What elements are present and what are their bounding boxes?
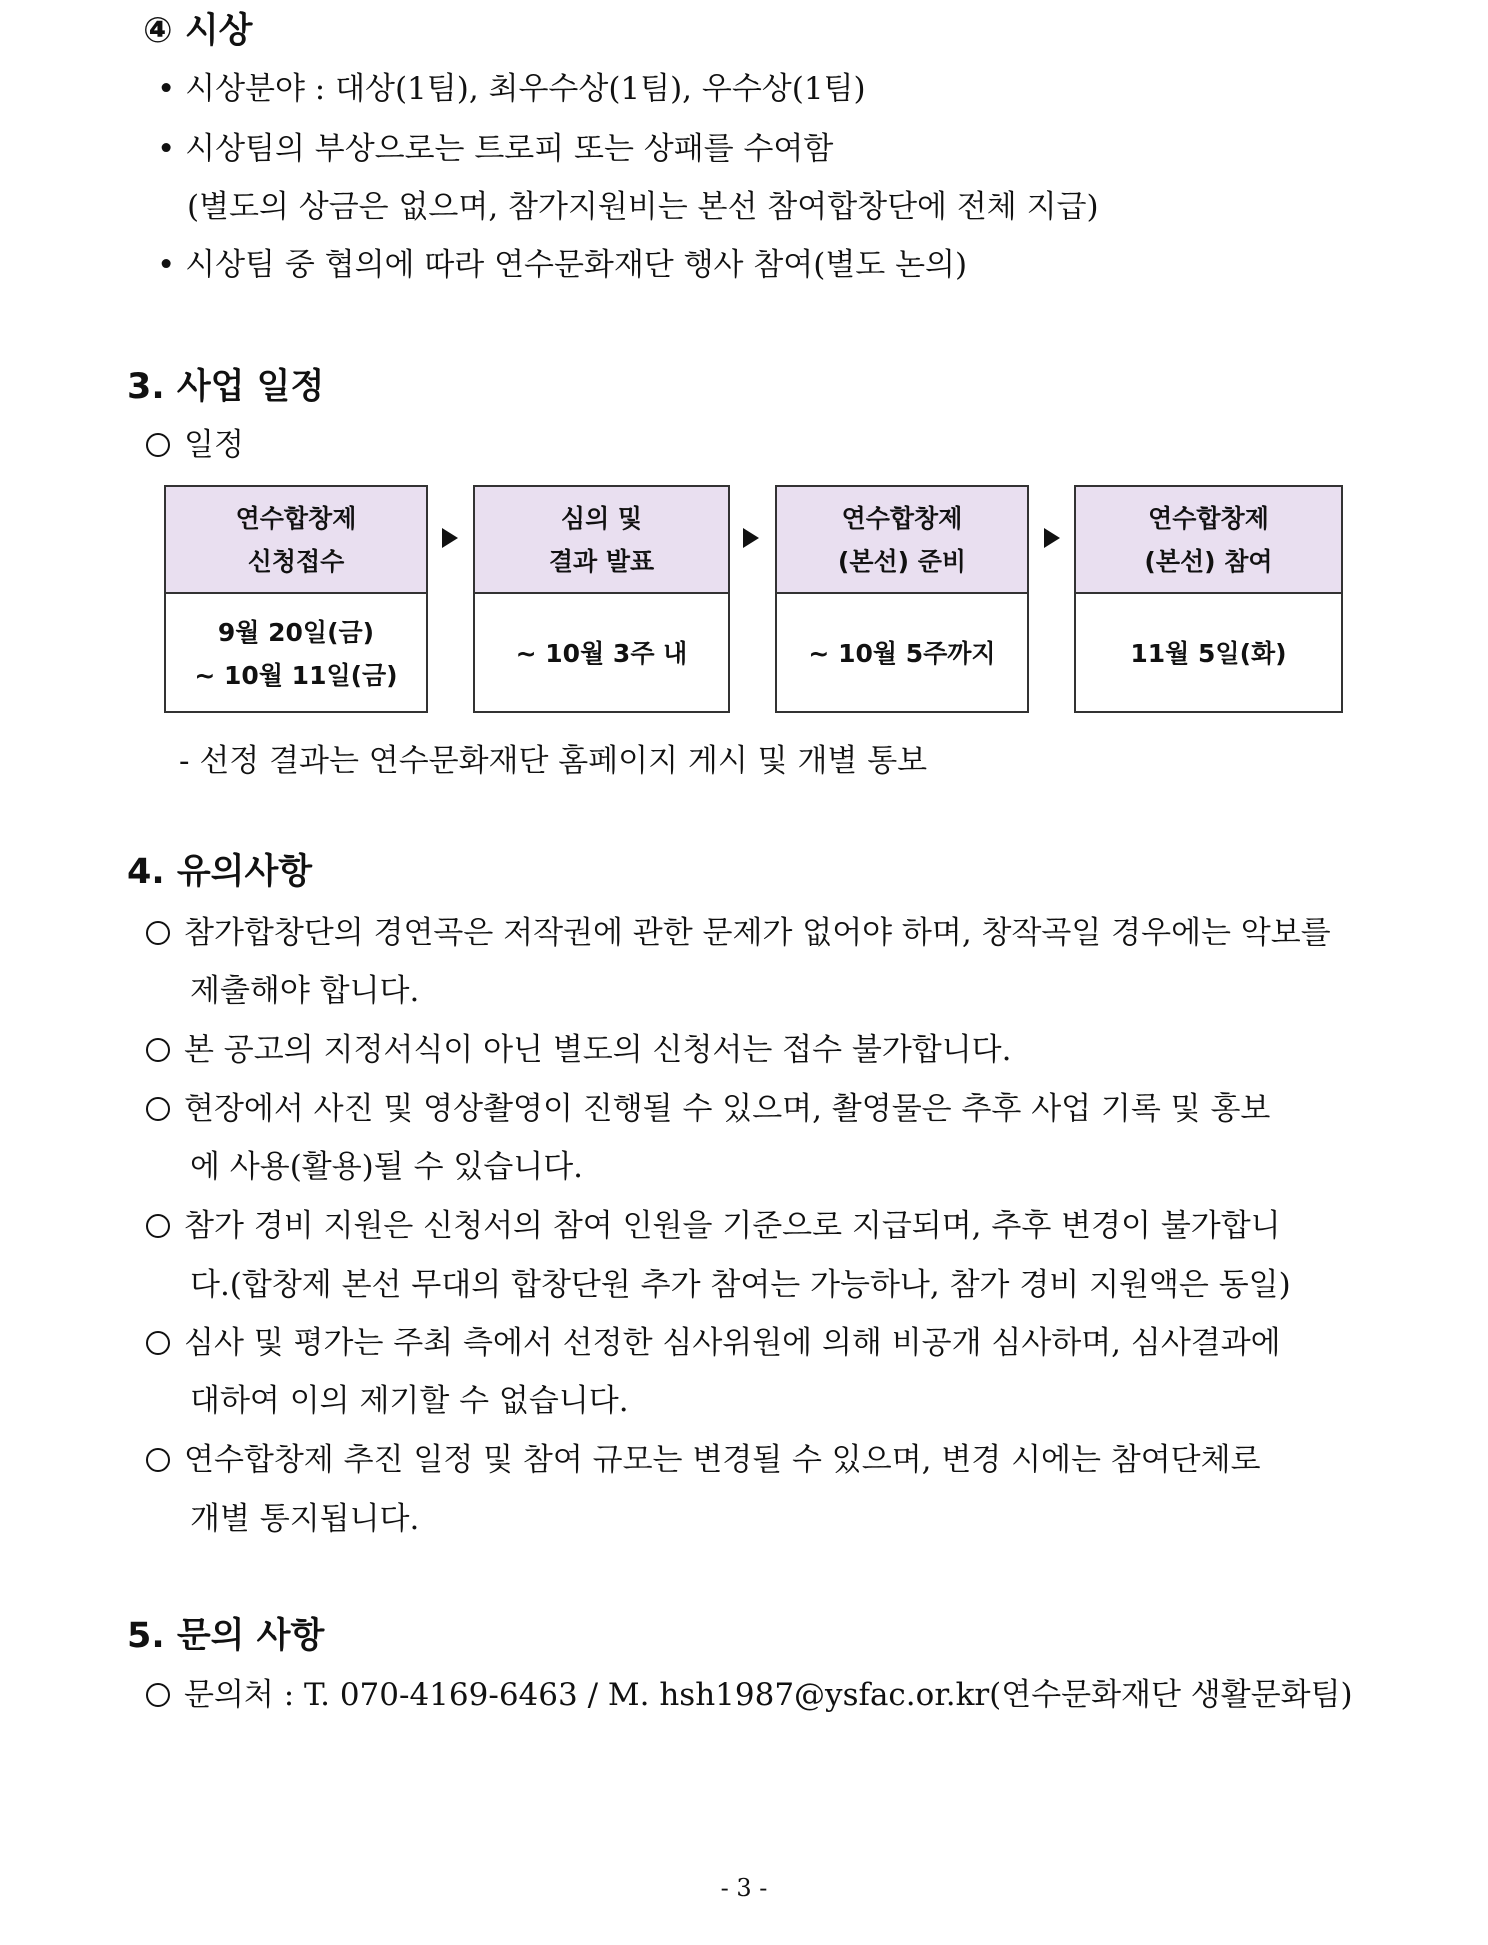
notice-item-5-cont: 대하여 이의 제기할 수 없습니다. [190, 1383, 629, 1419]
award-title: ④ 시상 [143, 11, 253, 51]
step-1-head-line2: 신청접수 [247, 546, 345, 576]
circle-bullet-icon [146, 1448, 170, 1472]
step-2-date: ~ 10월 3주 내 [515, 639, 688, 668]
notice-item-4: 참가 경비 지원은 신청서의 참여 인원을 기준으로 지급되며, 추후 변경이 불가합니 [146, 1211, 1281, 1242]
notice-item-3: 현장에서 사진 및 영상촬영이 진행될 수 있으며, 촬영물은 추후 사업 기록 및 홍보 [146, 1094, 1270, 1125]
step-2-head-line2: 결과 발표 [548, 546, 655, 576]
notice-item-3-cont: 에 사용(활용)될 수 있습니다. [190, 1149, 584, 1185]
step-1-date-line2: ~ 10월 11일(금) [194, 660, 398, 690]
circle-bullet-icon [146, 1683, 170, 1707]
step-1-date-line1: 9월 20일(금) [217, 617, 375, 647]
award-bullet-1: • 시상분야 : 대상(1팀), 최우수상(1팀), 우수상(1팀) [157, 71, 866, 107]
step-2-head-line1: 심의 및 [560, 503, 643, 533]
circle-bullet-icon [146, 1331, 170, 1355]
schedule-label: 일정 [146, 430, 244, 461]
notice-item-5: 심사 및 평가는 주최 측에서 선정한 심사위원에 의해 비공개 심사하며, 심사결과에 [146, 1328, 1281, 1359]
circle-bullet-icon [146, 1097, 170, 1121]
notice-item-6-cont: 개별 통지됩니다. [190, 1501, 420, 1537]
circle-bullet-icon [146, 1214, 170, 1238]
schedule-step-1 [164, 485, 428, 713]
step-4-head-line1: 연수합창제 [1148, 503, 1269, 533]
award-bullet-2-note: (별도의 상금은 없으며, 참가지원비는 본선 참여합창단에 전체 지급) [187, 189, 1099, 225]
award-bullet-2: • 시상팀의 부상으로는 트로피 또는 상패를 수여함 [157, 131, 834, 167]
step-3-date: ~ 10월 5주까지 [808, 639, 996, 668]
page-number: - 3 - [720, 1874, 768, 1902]
step-1-head-line1: 연수합창제 [235, 503, 357, 533]
section5-title: 5. 문의 사항 [127, 1616, 325, 1656]
arrow-right-icon [442, 528, 458, 548]
circle-bullet-icon [146, 1038, 170, 1062]
circle-bullet-icon [146, 921, 170, 945]
step-3-head-line2: (본선) 준비 [837, 546, 967, 576]
notice-item-4-cont: 다.(합창제 본선 무대의 합창단원 추가 참여는 가능하나, 참가 경비 지원액은 동일) [190, 1267, 1291, 1303]
arrow-right-icon [743, 528, 759, 548]
schedule-step-4 [1074, 485, 1343, 713]
schedule-step-3 [775, 485, 1029, 713]
arrow-right-icon [1044, 528, 1060, 548]
notice-item-1-cont: 제출해야 합니다. [190, 973, 420, 1009]
award-bullet-3: • 시상팀 중 협의에 따라 연수문화재단 행사 참여(별도 논의) [157, 247, 968, 283]
step-4-head-line2: (본선) 참여 [1144, 546, 1273, 576]
schedule-step-2 [473, 485, 730, 713]
circle-bullet-icon [146, 433, 170, 457]
schedule-note: - 선정 결과는 연수문화재단 홈페이지 게시 및 개별 통보 [179, 743, 928, 779]
section4-title: 4. 유의사항 [127, 852, 313, 892]
notice-item-1: 참가합창단의 경연곡은 저작권에 관한 문제가 없어야 하며, 창작곡일 경우에는 악보를 [146, 918, 1356, 949]
step-4-date: 11월 5일(화) [1130, 639, 1287, 668]
section3-title: 3. 사업 일정 [127, 367, 325, 407]
notice-item-2: 본 공고의 지정서식이 아닌 별도의 신청서는 접수 불가합니다. [146, 1035, 1011, 1066]
notice-item-6: 연수합창제 추진 일정 및 참여 규모는 변경될 수 있으며, 변경 시에는 참여단체로 [146, 1445, 1261, 1476]
step-3-head-line1: 연수합창제 [841, 503, 963, 533]
contact-line: 문의처 : T. 070-4169-6463 / M. hsh1987@ysfac.or.kr(연수문화재단 생활문화팀) [146, 1680, 1353, 1711]
